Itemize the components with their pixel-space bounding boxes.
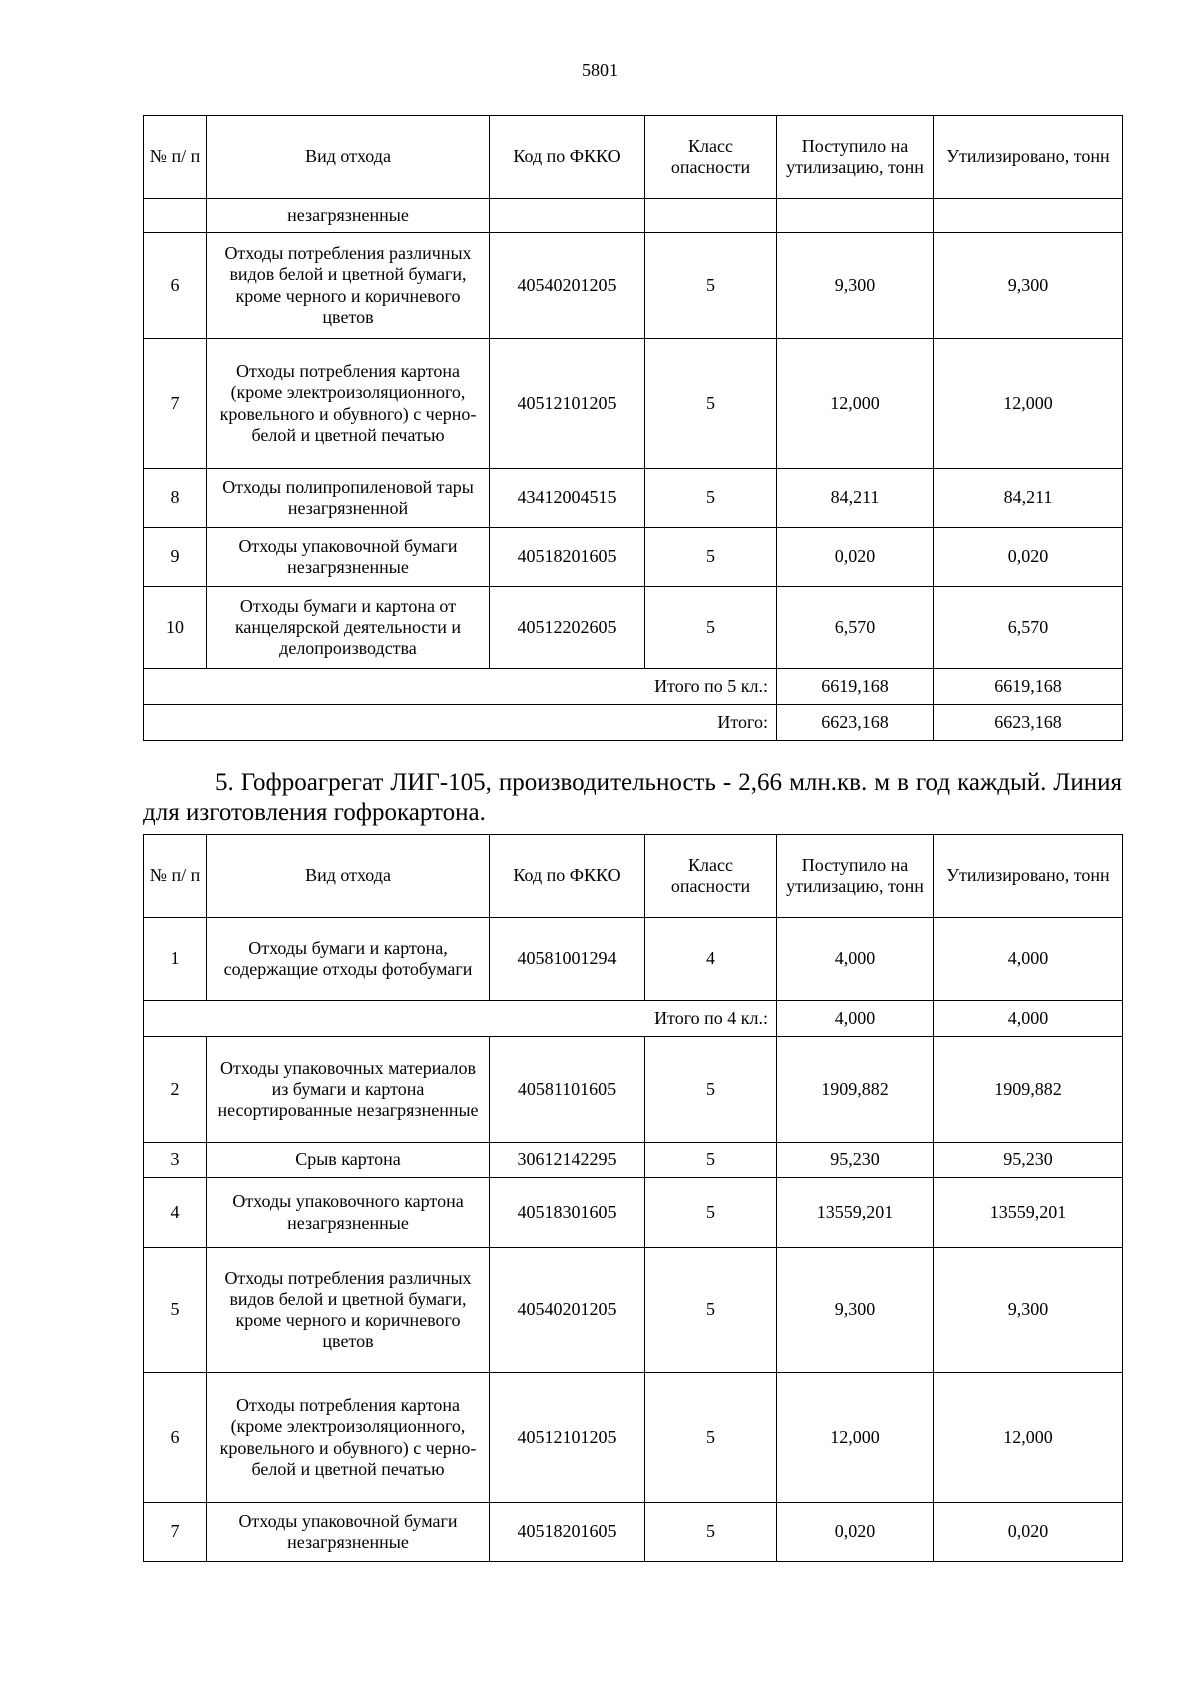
table-row <box>144 233 1123 339</box>
subtotal-label: Итого по 4 кл.: <box>144 1001 777 1037</box>
waste-table-continued <box>143 115 1123 741</box>
cell-hazard-class: 5 <box>645 1037 777 1143</box>
cell-hazard-class: 5 <box>645 469 777 528</box>
cell-fkko-code: 40581101605 <box>490 1037 645 1143</box>
cell-waste-type: Отходы полипропиленовой тары незагрязненной <box>207 469 490 528</box>
cell-received: 1909,882 <box>777 1037 934 1143</box>
cell-hazard-class: 5 <box>645 1503 777 1562</box>
cell-hazard-class: 5 <box>645 1373 777 1503</box>
cell-num: 7 <box>144 339 207 469</box>
header-hazard-class: Класс опасности <box>645 835 777 918</box>
cell-received: 84,211 <box>777 469 934 528</box>
cell-utilized: 12,000 <box>934 1373 1123 1503</box>
cell-utilized: 0,020 <box>934 528 1123 587</box>
table-row <box>144 339 1123 469</box>
table-row <box>144 199 1123 233</box>
cell-waste-type: Отходы бумаги и картона от канцелярской деятельности и делопроизводства <box>207 587 490 669</box>
page-number: 5801 <box>582 60 618 80</box>
cell-waste-type: Отходы бумаги и картона, содержащие отходы фотобумаги <box>207 918 490 1001</box>
cell-waste-type: Отходы потребления картона (кроме электроизоляционного, кровельного и обувного) с черно-белой и цветной печатью <box>207 339 490 469</box>
header-num: № п/ п <box>144 116 207 199</box>
cell-utilized: 12,000 <box>934 339 1123 469</box>
cell-received <box>777 199 934 233</box>
total-label: Итого: <box>144 705 777 741</box>
cell-fkko-code: 40512202605 <box>490 587 645 669</box>
cell-fkko-code: 40540201205 <box>490 1248 645 1373</box>
cell-num: 6 <box>144 233 207 339</box>
table-row <box>144 1143 1123 1178</box>
cell-received: 95,230 <box>777 1143 934 1178</box>
cell-num: 3 <box>144 1143 207 1178</box>
cell-received: 12,000 <box>777 1373 934 1503</box>
subtotal-row <box>144 1001 1123 1037</box>
cell-fkko-code: 40512101205 <box>490 339 645 469</box>
cell-fkko-code <box>490 199 645 233</box>
cell-received: 9,300 <box>777 1248 934 1373</box>
cell-hazard-class: 5 <box>645 233 777 339</box>
cell-utilized: 13559,201 <box>934 1178 1123 1248</box>
cell-waste-type: Отходы потребления различных видов белой и цветной бумаги, кроме черного и коричневого цветов <box>207 233 490 339</box>
cell-waste-type: Отходы потребления различных видов белой и цветной бумаги, кроме черного и коричневого цветов <box>207 1248 490 1373</box>
cell-num: 7 <box>144 1503 207 1562</box>
subtotal-utilized: 4,000 <box>934 1001 1123 1037</box>
cell-utilized: 9,300 <box>934 233 1123 339</box>
table-header-row <box>144 835 1123 918</box>
header-received: Поступило на утилизацию, тонн <box>777 116 934 199</box>
cell-hazard-class: 5 <box>645 339 777 469</box>
header-fkko-code: Код по ФККО <box>490 835 645 918</box>
cell-waste-type: Отходы потребления картона (кроме электроизоляционного, кровельного и обувного) с черно-белой и цветной печатью <box>207 1373 490 1503</box>
header-hazard-class: Класс опасности <box>645 116 777 199</box>
waste-table-corrugator <box>143 834 1123 1562</box>
subtotal-received: 6619,168 <box>777 669 934 705</box>
cell-fkko-code: 40540201205 <box>490 233 645 339</box>
cell-utilized: 95,230 <box>934 1143 1123 1178</box>
cell-received: 12,000 <box>777 339 934 469</box>
total-row <box>144 705 1123 741</box>
table-row <box>144 1373 1123 1503</box>
cell-received: 13559,201 <box>777 1178 934 1248</box>
total-utilized: 6623,168 <box>934 705 1123 741</box>
header-utilized: Утилизировано, тонн <box>934 116 1123 199</box>
cell-fkko-code: 43412004515 <box>490 469 645 528</box>
table-row <box>144 1037 1123 1143</box>
cell-fkko-code: 40512101205 <box>490 1373 645 1503</box>
cell-hazard-class: 5 <box>645 1143 777 1178</box>
header-fkko-code: Код по ФККО <box>490 116 645 199</box>
table-row <box>144 528 1123 587</box>
cell-num: 6 <box>144 1373 207 1503</box>
cell-waste-type: Срыв картона <box>207 1143 490 1178</box>
total-received: 6623,168 <box>777 705 934 741</box>
subtotal-label: Итого по 5 кл.: <box>144 669 777 705</box>
cell-utilized: 0,020 <box>934 1503 1123 1562</box>
cell-num: 9 <box>144 528 207 587</box>
cell-received: 0,020 <box>777 528 934 587</box>
cell-num <box>144 199 207 233</box>
cell-utilized: 9,300 <box>934 1248 1123 1373</box>
section-heading: 5. Гофроагрегат ЛИГ-105, производительность - 2,66 млн.кв. м в год каждый. Линия для изготовления гофрокартона. <box>143 769 1122 826</box>
header-utilized: Утилизировано, тонн <box>934 835 1123 918</box>
cell-hazard-class: 5 <box>645 528 777 587</box>
cell-hazard-class: 4 <box>645 918 777 1001</box>
table-row <box>144 1248 1123 1373</box>
cell-hazard-class <box>645 199 777 233</box>
table-row <box>144 918 1123 1001</box>
cell-fkko-code: 40518301605 <box>490 1178 645 1248</box>
cell-num: 4 <box>144 1178 207 1248</box>
table-row <box>144 469 1123 528</box>
table-row <box>144 1178 1123 1248</box>
cell-hazard-class: 5 <box>645 1248 777 1373</box>
cell-utilized: 1909,882 <box>934 1037 1123 1143</box>
cell-utilized: 4,000 <box>934 918 1123 1001</box>
subtotal-received: 4,000 <box>777 1001 934 1037</box>
header-waste-type: Вид отхода <box>207 116 490 199</box>
cell-waste-type: Отходы упаковочной бумаги незагрязненные <box>207 528 490 587</box>
cell-received: 9,300 <box>777 233 934 339</box>
cell-utilized: 84,211 <box>934 469 1123 528</box>
cell-num: 5 <box>144 1248 207 1373</box>
cell-received: 4,000 <box>777 918 934 1001</box>
cell-waste-type: Отходы упаковочных материалов из бумаги и картона несортированные незагрязненные <box>207 1037 490 1143</box>
cell-hazard-class: 5 <box>645 1178 777 1248</box>
cell-num: 1 <box>144 918 207 1001</box>
cell-hazard-class: 5 <box>645 587 777 669</box>
header-received: Поступило на утилизацию, тонн <box>777 835 934 918</box>
cell-received: 0,020 <box>777 1503 934 1562</box>
cell-fkko-code: 40518201605 <box>490 528 645 587</box>
cell-num: 10 <box>144 587 207 669</box>
header-waste-type: Вид отхода <box>207 835 490 918</box>
cell-fkko-code: 40518201605 <box>490 1503 645 1562</box>
cell-waste-type: Отходы упаковочной бумаги незагрязненные <box>207 1503 490 1562</box>
cell-num: 2 <box>144 1037 207 1143</box>
cell-utilized <box>934 199 1123 233</box>
cell-waste-type: незагрязненные <box>207 199 490 233</box>
cell-num: 8 <box>144 469 207 528</box>
cell-received: 6,570 <box>777 587 934 669</box>
table-row <box>144 587 1123 669</box>
cell-fkko-code: 30612142295 <box>490 1143 645 1178</box>
header-num: № п/ п <box>144 835 207 918</box>
cell-waste-type: Отходы упаковочного картона незагрязненные <box>207 1178 490 1248</box>
subtotal-utilized: 6619,168 <box>934 669 1123 705</box>
cell-fkko-code: 40581001294 <box>490 918 645 1001</box>
cell-utilized: 6,570 <box>934 587 1123 669</box>
table-row <box>144 1503 1123 1562</box>
subtotal-row <box>144 669 1123 705</box>
table-header-row <box>144 116 1123 199</box>
